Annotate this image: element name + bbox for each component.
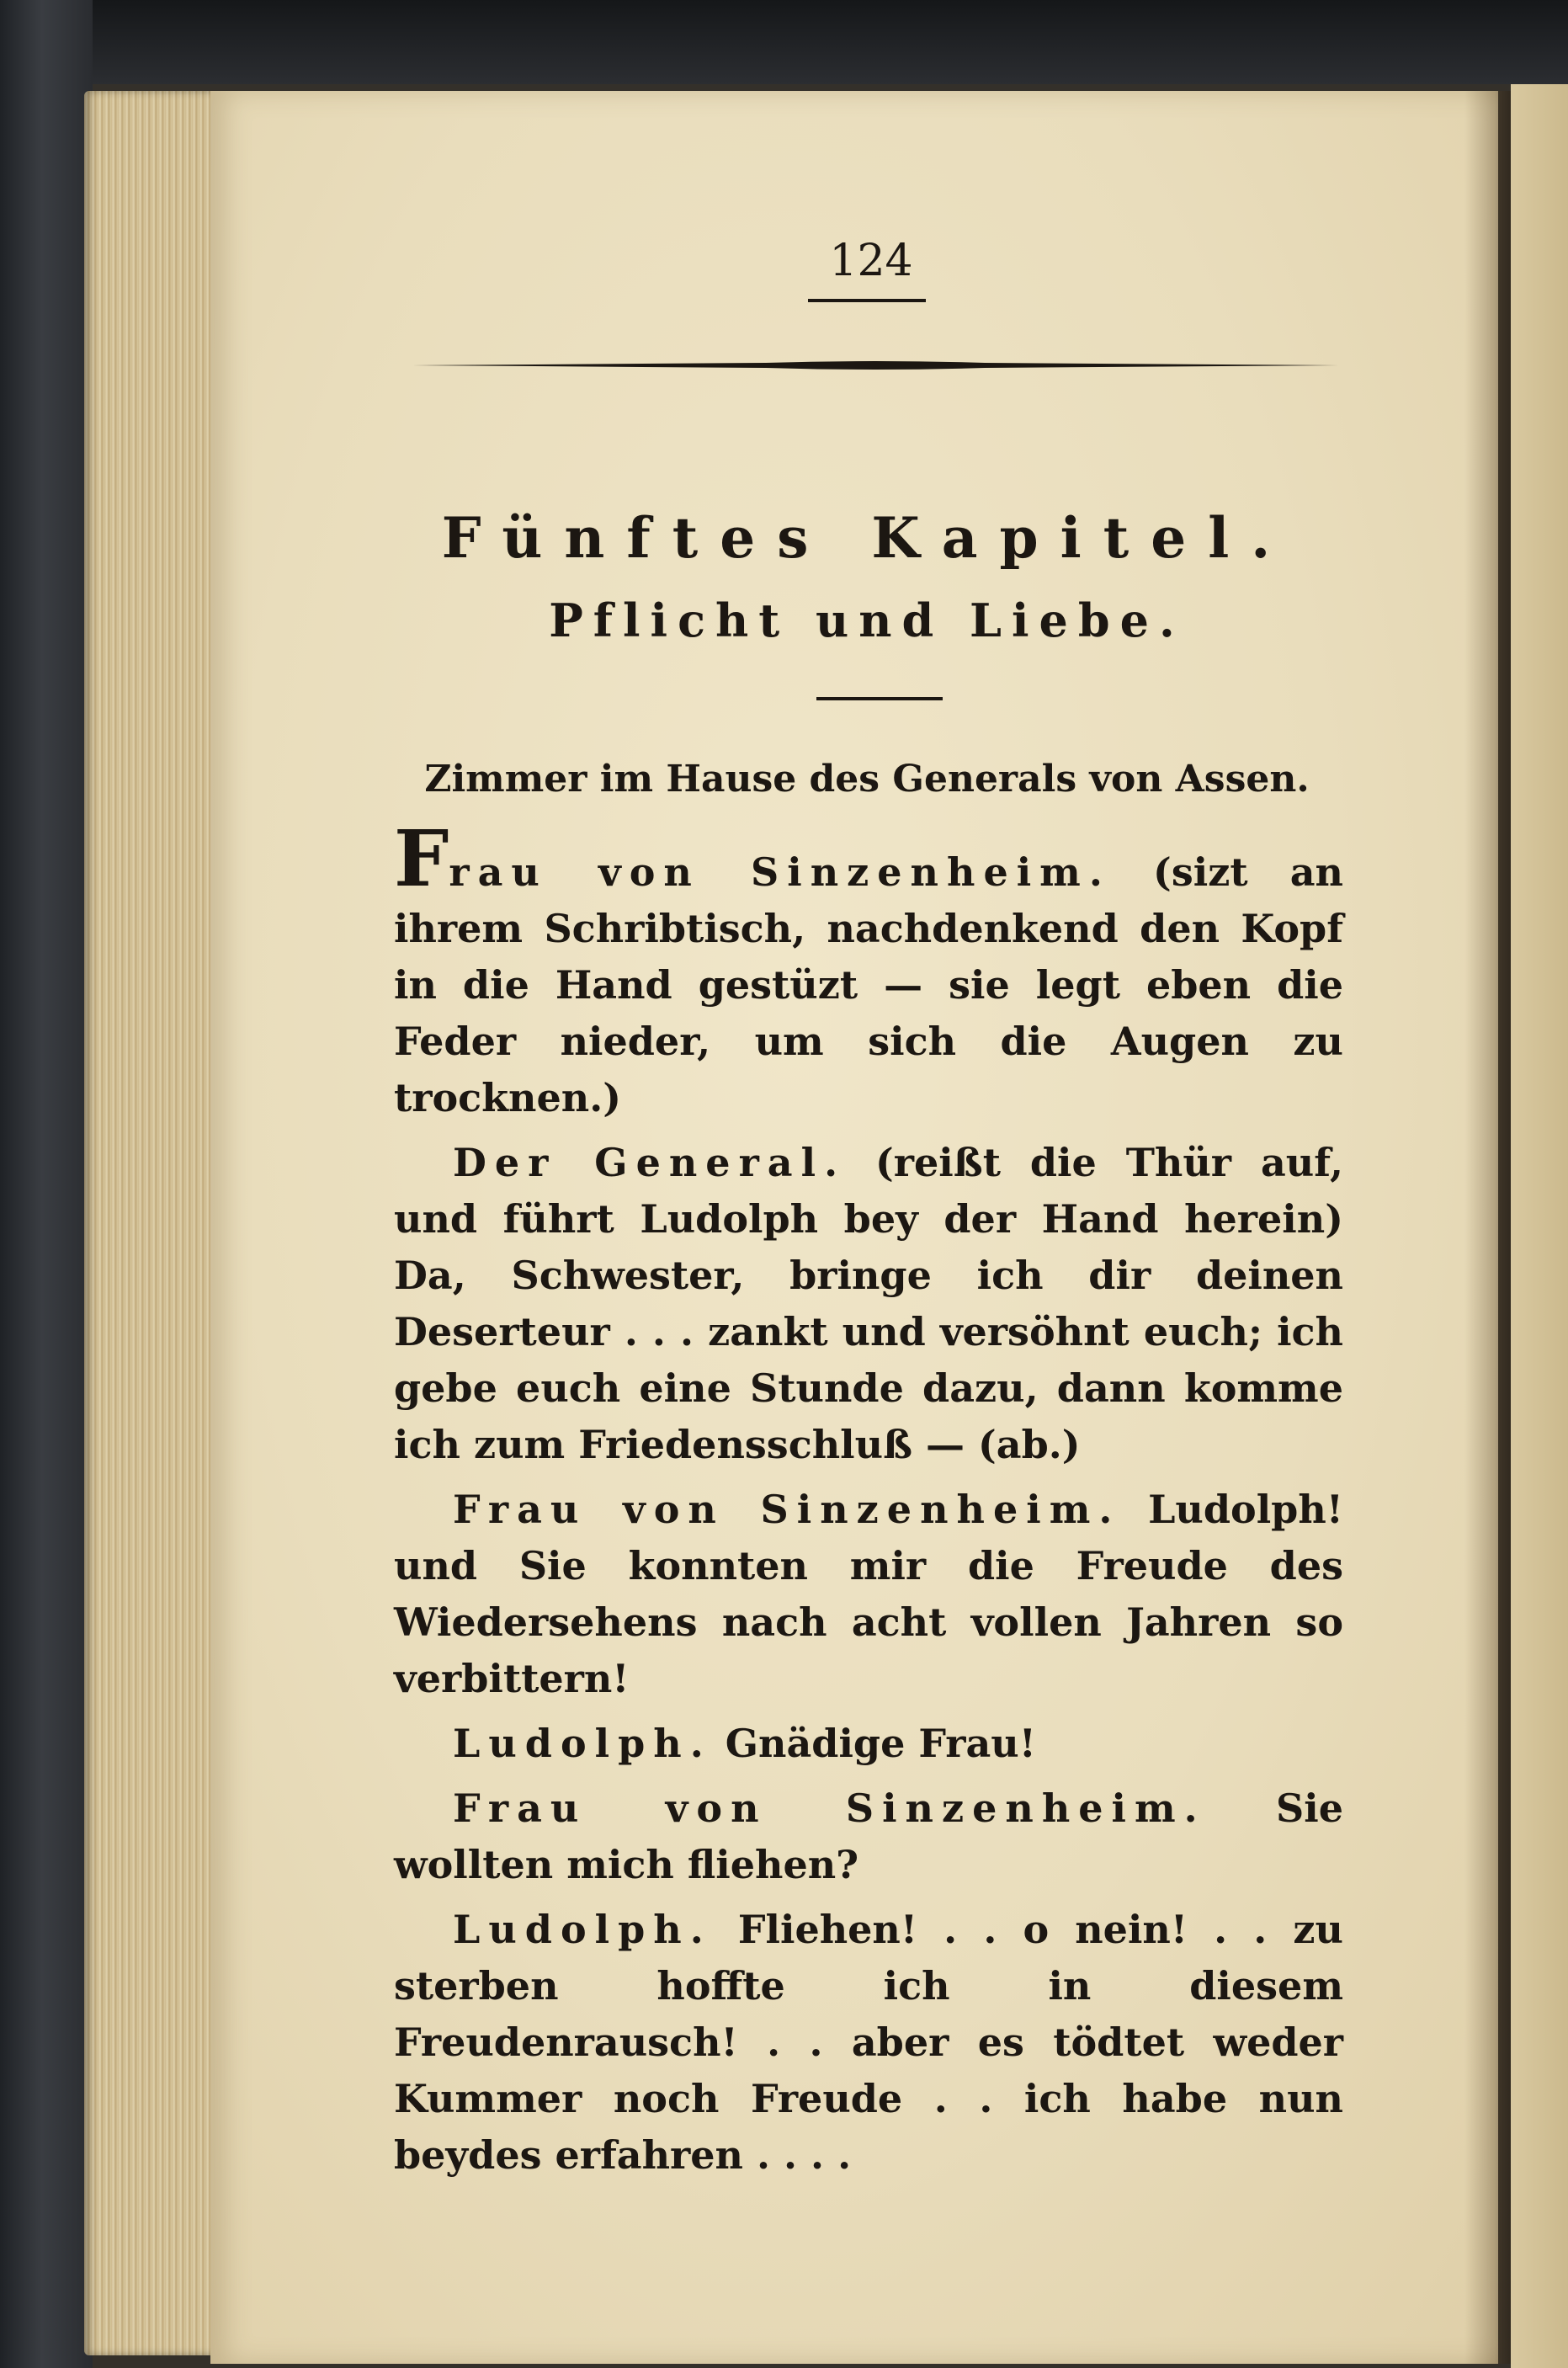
- paragraph: [394, 813, 1343, 1126]
- paragraph-text: (sizt an ihrem Schribtisch, nachdenkend den Kopf in die Hand gestüzt — sie legt eben die Feder nieder, um sich die Augen zu trocknen.): [394, 849, 1343, 1120]
- book-cover-left: [0, 0, 93, 2368]
- chapter-title: Fünftes Kapitel.: [441, 505, 1293, 571]
- drop-cap: F: [394, 813, 449, 904]
- section-divider: [816, 697, 943, 700]
- speaker-name: Ludolph.: [453, 1721, 712, 1766]
- page-number: 124: [829, 236, 913, 286]
- speaker-name: Der General.: [453, 1140, 847, 1185]
- chapter-subtitle: Pflicht und Liebe.: [549, 593, 1185, 647]
- paragraph-text: Sie wollten mich fliehen?: [394, 1785, 1343, 1887]
- page-edges: [84, 91, 219, 2355]
- book-cover-top: [0, 0, 1568, 84]
- paragraph-text: Ludolph! und Sie konnten mir die Freude des Wiedersehens nach acht vollen Jahren so verbittern!: [394, 1487, 1343, 1701]
- page-gutter: [1464, 91, 1515, 2364]
- paragraph: [394, 1780, 1343, 1893]
- speaker-name: Ludolph.: [453, 1907, 712, 1952]
- paragraph: [394, 1482, 1343, 1707]
- body-text: [394, 813, 1343, 2192]
- paragraph: [394, 1135, 1343, 1473]
- scene-description: Zimmer im Hause des Generals von Assen.: [424, 758, 1310, 801]
- paragraph-text: (reißt die Thür auf, und führt Ludolph bey der Hand herein) Da, Schwester, bringe ich dir deinen Deserteur . . . zankt und versöhnt euch; ich gebe euch eine Stunde dazu, dann komme ich zum Friedensschluß — (ab.): [394, 1140, 1343, 1467]
- paragraph-text: Gnädige Frau!: [711, 1721, 1036, 1766]
- paragraph-text: Fliehen! . . o nein! . . zu sterben hoffte ich in diesem Freudenrausch! . . aber es tödtet weder Kummer noch Freude . . ich habe nun beydes erfahren . . . .: [394, 1907, 1343, 2178]
- paragraph: [394, 1902, 1343, 2184]
- ornamental-rule: [412, 358, 1338, 373]
- speaker-name: Frau von Sinzenheim.: [453, 1785, 1206, 1831]
- paragraph: [394, 1716, 1343, 1772]
- next-page-edge: [1511, 84, 1568, 2368]
- page-number-underline: [808, 299, 926, 302]
- speaker-name: Frau von Sinzenheim.: [453, 1487, 1121, 1532]
- speaker-name: rau von Sinzenheim.: [449, 849, 1111, 895]
